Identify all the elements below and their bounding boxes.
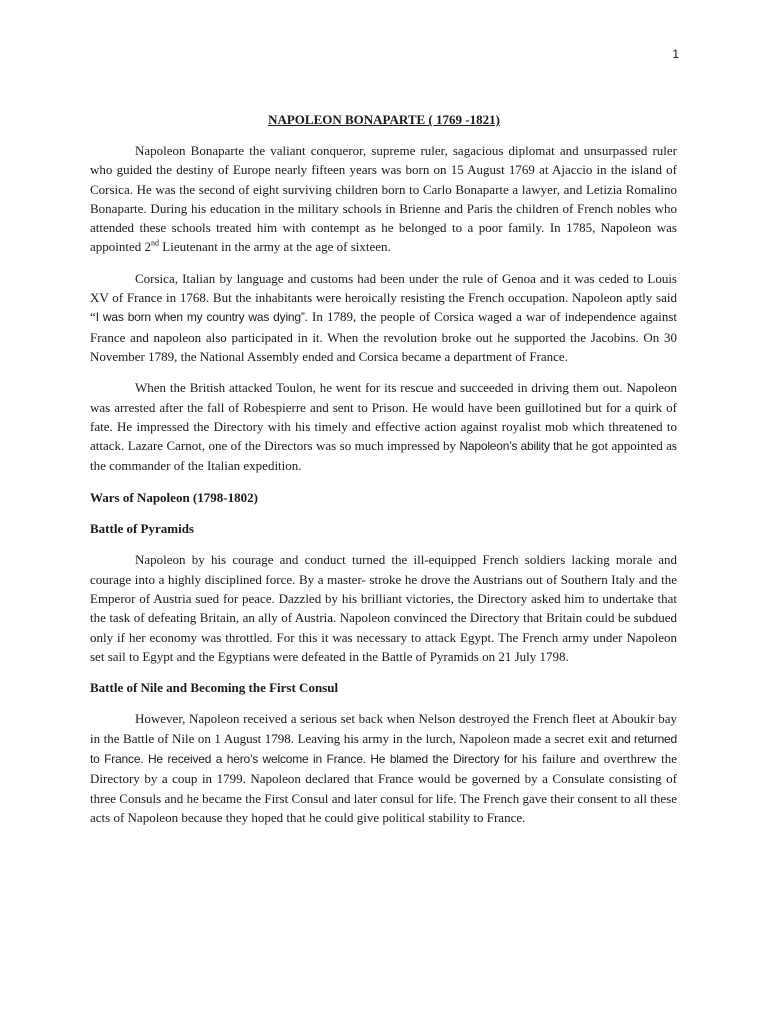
section-heading-pyramids: Battle of Pyramids bbox=[90, 521, 194, 537]
paragraph-intro bbox=[90, 141, 677, 257]
document-title: NAPOLEON BONAPARTE ( 1769 -1821) bbox=[268, 112, 500, 127]
page-number: 1 bbox=[672, 47, 679, 61]
alt-font-text: Napoleon’s ability that bbox=[459, 439, 573, 454]
paragraph-text-tail: Lieutenant in the army at the age of sixteen. bbox=[159, 239, 391, 255]
paragraph-text-tail: his failure and overthrew the Directory by a coup in 1799. Napoleon declared that France would be governed by a Consulate consisting of three Consuls and he became the First Consul and later consul for life. The French gave their consent to all these acts of Napoleon because they hoped that he could give political stability to France. bbox=[90, 751, 677, 825]
section-heading-wars: Wars of Napoleon (1798-1802) bbox=[90, 489, 258, 505]
paragraph-text-tail: he got appointed as the commander of the Italian expedition. bbox=[90, 438, 677, 474]
alt-font-text: and returned to France. He received a hero’s welcome in France. He blamed the Directory for bbox=[90, 731, 677, 767]
section-heading-nile: Battle of Nile and Becoming the First Consul bbox=[90, 680, 339, 696]
paragraph-text: When the British attacked Toulon, he went for its rescue and succeeded in driving them out. Napoleon was arrested after the fall of Robespierre and sent to Prison. He would have been guillotined but for a quirk of fate. He impressed the Directory with his timely and effective action against royalist mob which threatened to attack. Lazare Carnot, one of the Directors was so much impressed by bbox=[90, 380, 677, 454]
paragraph-text: However, Napoleon received a serious set back when Nelson destroyed the French fleet at Aboukir bay in the Battle of Nile on 1 August 1798. Leaving his army in the lurch, Napoleon made a secret exit bbox=[90, 711, 677, 746]
document-body bbox=[90, 141, 677, 839]
quote-text: I was born when my country was dying” bbox=[95, 310, 305, 325]
paragraph-text-tail: . In 1789, the people of Corsica waged a war of independence against France and napoleon also participated in it. When the revolution broke out he supported the Jacobins. On 30 November 1789, the National Assembly ended and Corsica became a department of France. bbox=[90, 309, 677, 364]
paragraph-toulon bbox=[90, 378, 677, 475]
paragraph-text: Napoleon Bonaparte the valiant conqueror, supreme ruler, sagacious diplomat and unsurpassed ruler who guided the destiny of Europe nearly fifteen years was born on 15 August 1769 at Ajaccio in the island of Corsica. He was the second of eight surviving children born to Carlo Bonaparte a lawyer, and Letizia Romalino Bonaparte. During his education in the military schools in Brienne and Paris the children of French nobles who attended these schools treated him with contempt as he belonged to a poor family. In 1785, Napoleon was appointed 2 bbox=[90, 143, 677, 255]
paragraph-text: Corsica, Italian by language and customs had been under the rule of Genoa and it was ceded to Louis XV of France in 1768. But the inhabitants were heroically resisting the French occupation. Napoleon aptly said “ bbox=[90, 270, 677, 325]
superscript: nd bbox=[151, 239, 160, 249]
paragraph-corsica bbox=[90, 269, 677, 366]
paragraph-nile bbox=[90, 709, 677, 827]
paragraph-pyramids: Napoleon by his courage and conduct turned the ill-equipped French soldiers lacking morale and courage into a highly disciplined force. By a master- stroke he drove the Austrians out of Southern Italy and the Emperor of Austria sued for peace. Dazzled by his brilliant victories, the Directory asked him to undertake that the task of defeating Britain, an ally of Austria. Napoleon convinced the Directory that Britain could be subdued only if her economy was throttled. For this it was necessary to attack Egypt. The French army under Napoleon set sail to Egypt and the Egyptians were defeated in the Battle of Pyramids on 21 July 1798. bbox=[90, 552, 677, 664]
